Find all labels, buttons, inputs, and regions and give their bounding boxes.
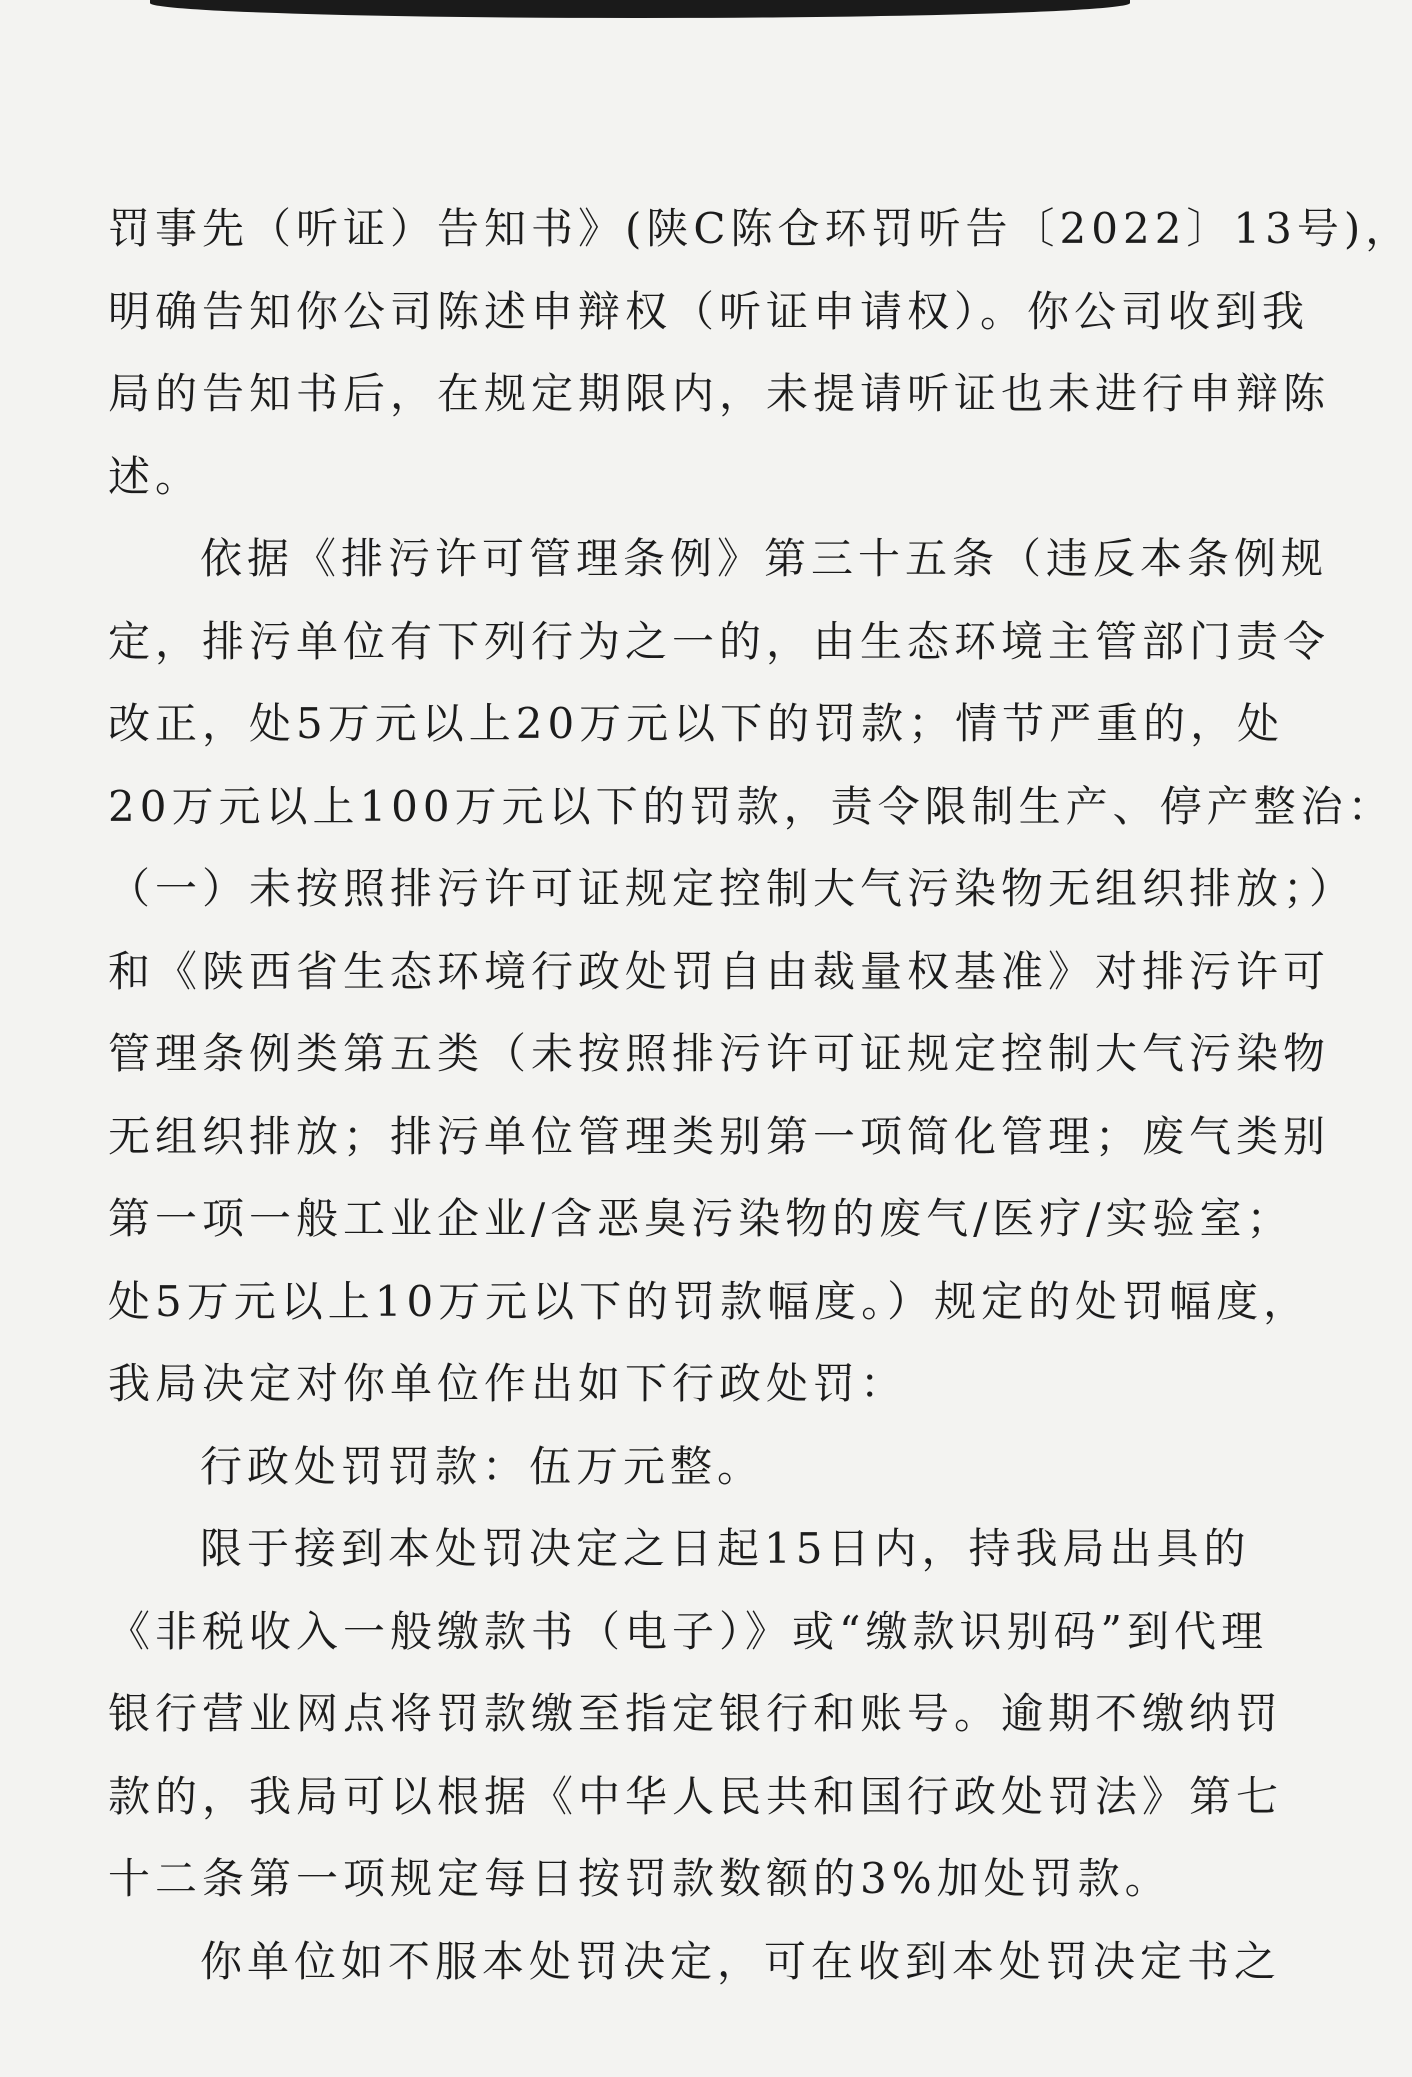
text-line-7: 改正，处5万元以上20万元以下的罚款；情节严重的，处	[108, 699, 1285, 748]
text-line-14: 处5万元以上10万元以下的罚款幅度。）规定的处罚幅度，	[108, 1276, 1311, 1326]
text-line-9: （一）未按照排污许可证规定控制大气污染物无组织排放；）	[108, 864, 1357, 913]
text-line-21: 十二条第一项规定每日按罚款数额的3%加处罚款。	[108, 1854, 1172, 1903]
text-line-1: 罚事先（听证）告知书》(陕C陈仓环罚听告〔2022〕13号)，	[108, 204, 1412, 253]
text-line-4: 述。	[108, 451, 203, 501]
text-line-5: 依据《排污许可管理条例》第三十五条（违反本条例规	[200, 534, 1329, 583]
document-body	[108, 188, 1412, 2003]
text-line-16: 行政处罚罚款：伍万元整。	[200, 1441, 765, 1491]
text-line-11: 管理条例类第五类（未按照排污许可证规定控制大气污染物	[108, 1029, 1331, 1078]
text-line-10: 和《陕西省生态环境行政处罚自由裁量权基准》对排污许可	[108, 946, 1331, 996]
text-line-12: 无组织排放；排污单位管理类别第一项简化管理；废气类别	[108, 1111, 1331, 1161]
text-line-2: 明确告知你公司陈述申辩权（听证申请权）。你公司收到我	[108, 286, 1310, 336]
text-line-13: 第一项一般工业企业/含恶臭污染物的废气/医疗/实验室；	[108, 1194, 1294, 1243]
page-top-shadow	[150, 0, 1130, 18]
text-line-19: 银行营业网点将罚款缴至指定银行和账号。逾期不缴纳罚	[108, 1689, 1284, 1738]
text-line-6: 定，排污单位有下列行为之一的，由生态环境主管部门责令	[108, 616, 1331, 666]
text-line-15: 我局决定对你单位作出如下行政处罚：	[108, 1359, 908, 1408]
text-line-8: 20万元以上100万元以下的罚款，责令限制生产、停产整治：	[108, 781, 1395, 831]
text-line-20: 款的，我局可以根据《中华人民共和国行政处罚法》第七	[108, 1771, 1284, 1821]
text-line-3: 局的告知书后，在规定期限内，未提请听证也未进行申辩陈	[108, 369, 1331, 418]
text-line-18: 《非税收入一般缴款书（电子）》或“缴款识别码”到代理	[108, 1606, 1268, 1656]
text-line-22: 你单位如不服本处罚决定，可在收到本处罚决定书之	[200, 1936, 1282, 1986]
text-line-17: 限于接到本处罚决定之日起15日内，持我局出具的	[200, 1524, 1251, 1573]
